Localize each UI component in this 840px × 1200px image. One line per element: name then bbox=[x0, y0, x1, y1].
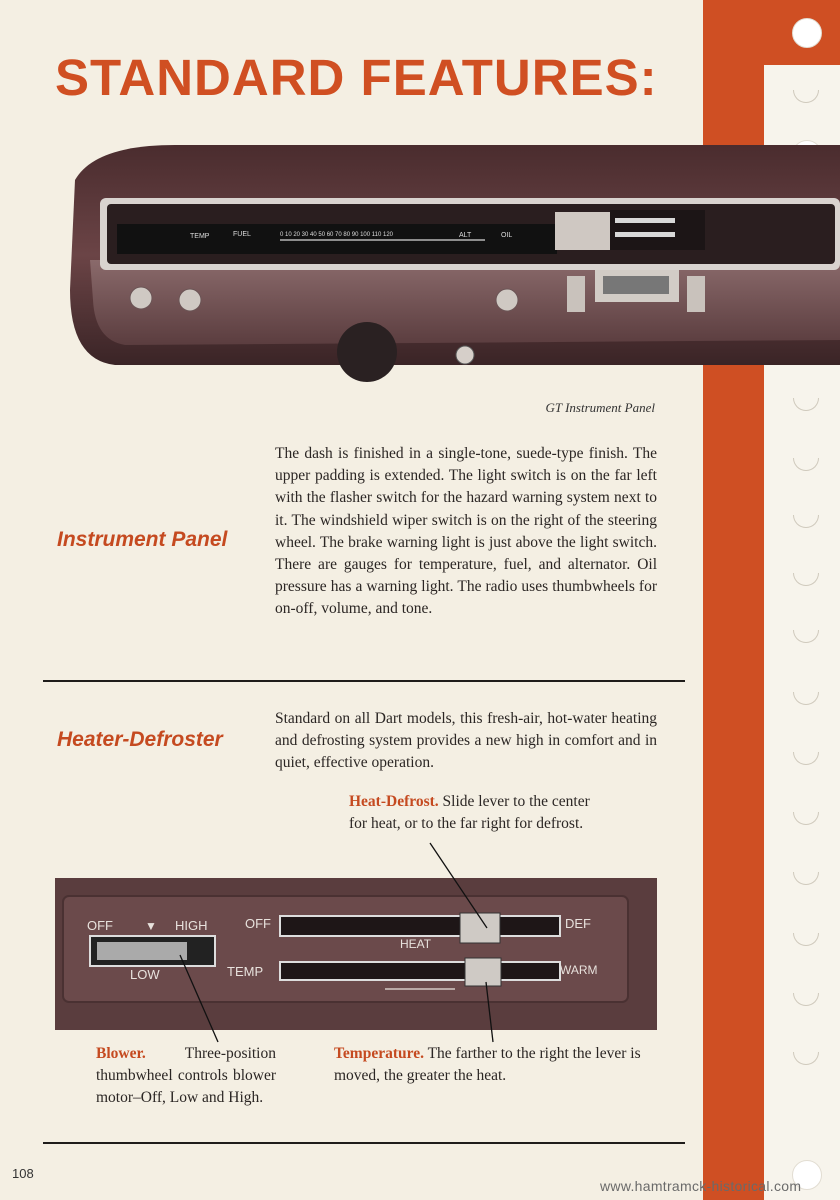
flasher-switch-knob bbox=[179, 289, 201, 311]
fuel-gauge-label: FUEL bbox=[233, 231, 251, 238]
section-divider bbox=[43, 680, 685, 682]
binder-hole bbox=[792, 18, 822, 48]
blower-high-label: HIGH bbox=[175, 918, 208, 933]
bottom-divider bbox=[43, 1142, 685, 1144]
blower-off-label: OFF bbox=[87, 918, 113, 933]
blower-lead: Blower. bbox=[96, 1045, 146, 1062]
heat-off-label: OFF bbox=[245, 916, 271, 931]
ignition-switch bbox=[456, 346, 474, 364]
temperature-slot bbox=[280, 962, 560, 980]
blower-low-label: LOW bbox=[130, 967, 160, 982]
heat-defrost-lead: Heat-Defrost. bbox=[349, 793, 439, 810]
heat-defrost-callout bbox=[349, 791, 594, 835]
wiper-switch-knob bbox=[496, 289, 518, 311]
warm-label: WARM bbox=[560, 963, 598, 977]
temp-label: TEMP bbox=[227, 964, 264, 979]
alt-gauge-label: ALT bbox=[459, 232, 472, 239]
heat-defrost-text: Slide lever to the center for heat, or to the far right for defrost. bbox=[349, 793, 590, 833]
temperature-lever bbox=[465, 958, 501, 986]
oil-light-label: OIL bbox=[501, 232, 513, 239]
instrument-panel-heading: Instrument Panel bbox=[57, 528, 228, 551]
instrument-panel-illustration bbox=[55, 140, 840, 390]
heat-defrost-slot bbox=[280, 916, 560, 936]
heat-label: HEAT bbox=[400, 937, 432, 951]
blower-arrow-icon: ▼ bbox=[145, 919, 157, 933]
heat-defrost-lever bbox=[460, 913, 500, 943]
steering-column bbox=[337, 322, 397, 382]
temperature-callout bbox=[334, 1043, 654, 1087]
blower-text: Three-position thumbwheel controls blower motor–Off, Low and High. bbox=[96, 1045, 276, 1107]
watermark-url: www.hamtramck-historical.com bbox=[600, 1178, 802, 1194]
speedometer-scale: 0 10 20 30 40 50 60 70 80 90 100 110 120 bbox=[280, 232, 393, 238]
heater-defroster-heading: Heater-Defroster bbox=[57, 728, 223, 751]
page-number: 108 bbox=[12, 1166, 34, 1181]
heater-defroster-text: Standard on all Dart models, this fresh-air, hot-water heating and defrosting system provides a new high in comfort and in quiet, effective operation. bbox=[275, 710, 657, 772]
page-title: STANDARD FEATURES: bbox=[55, 49, 658, 106]
lower-dash bbox=[90, 260, 840, 345]
temperature-text: The farther to the right the lever is moved, the greater the heat. bbox=[334, 1045, 641, 1085]
temperature-lead: Temperature. bbox=[334, 1045, 424, 1062]
instrument-panel-text: The dash is finished in a single-tone, suede-type finish. The upper padding is extended. The light switch is on the far left with the flasher switch for the hazard warning system next to it. The windshield wiper switch is on the right of the steering wheel. The brake warning light is just above the light switch. There are gauges for temperature, fuel, and alternator. Oil pressure has a warning light. The radio uses thumbwheels for on-off, volume, and tone. bbox=[275, 445, 657, 618]
heater-control-illustration bbox=[55, 878, 657, 1030]
blower-callout bbox=[96, 1043, 276, 1110]
light-switch-knob bbox=[130, 287, 152, 309]
def-label: DEF bbox=[565, 916, 591, 931]
temp-gauge-label: TEMP bbox=[190, 233, 210, 240]
figure-caption: GT Instrument Panel bbox=[545, 400, 655, 415]
